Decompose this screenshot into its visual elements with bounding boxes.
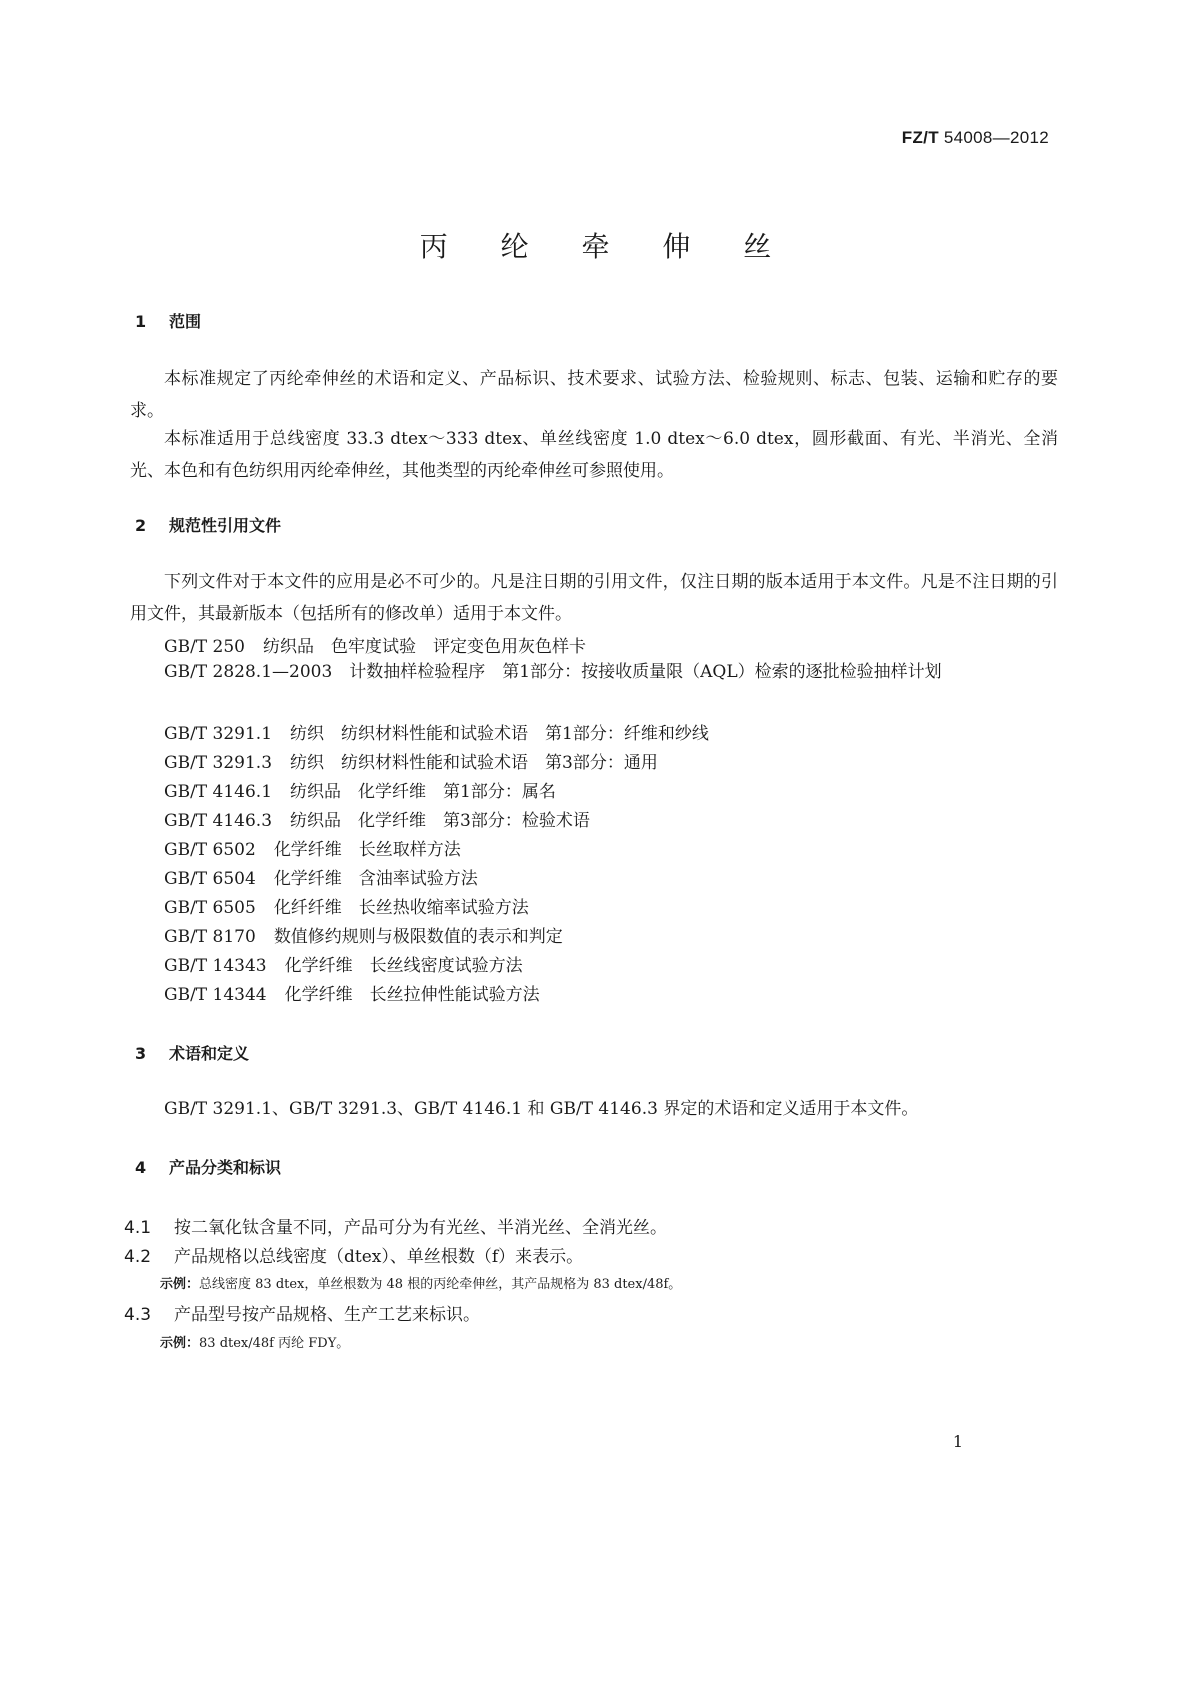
section-title: 规范性引用文件	[169, 516, 282, 535]
section-2-intro: 下列文件对于本文件的应用是必不可少的。凡是注日期的引用文件，仅注日期的版本适用于本文件。凡是不注日期的引用文件，其最新版本（包括所有的修改单）适用于本文件。	[130, 572, 1058, 624]
reference-title: 计数抽样检验程序 第1部分：按接收质量限（AQL）检索的逐批检验抽样计划	[349, 662, 942, 682]
reference-item	[164, 864, 478, 889]
example-label: 示例：	[160, 1277, 200, 1292]
reference-code: GB/T 6505	[164, 898, 256, 918]
reference-item	[164, 748, 658, 773]
page-number: 1	[952, 1432, 963, 1451]
example-note	[160, 1273, 681, 1292]
reference-code: GB/T 14344	[164, 985, 267, 1005]
section-number: 3	[135, 1044, 147, 1063]
clause-text: 产品规格以总线密度（dtex）、单丝根数（f）来表示。	[174, 1247, 584, 1267]
reference-title: 化学纤维 长丝取样方法	[273, 840, 461, 860]
reference-code: GB/T 3291.3	[164, 753, 273, 773]
reference-title: 纺织 纺织材料性能和试验术语 第1部分：纤维和纱线	[290, 724, 709, 744]
reference-item	[164, 893, 529, 918]
reference-title: 化学纤维 长丝拉伸性能试验方法	[284, 985, 540, 1005]
standard-code-number: 54008—2012	[943, 128, 1049, 147]
clause-text: 按二氧化钛含量不同，产品可分为有光丝、半消光丝、全消光丝。	[174, 1218, 667, 1238]
reference-title: 纺织品 色牢度试验 评定变色用灰色样卡	[263, 637, 586, 657]
section-number: 2	[135, 516, 147, 535]
reference-title: 数值修约规则与极限数值的表示和判定	[273, 927, 563, 947]
section-3-heading	[135, 1041, 249, 1064]
example-text: 83 dtex/48f 丙纶 FDY。	[199, 1336, 350, 1351]
clause-4-3	[124, 1300, 480, 1325]
section-3-paragraph: GB/T 3291.1、GB/T 3291.3、GB/T 4146.1 和 GB/T 4146.3 界定的术语和定义适用于本文件。	[164, 1099, 919, 1119]
section-1-paragraph: 本标准规定了丙纶牵伸丝的术语和定义、产品标识、技术要求、试验方法、检验规则、标志、包装、运输和贮存的要求。	[130, 369, 1058, 421]
example-note	[160, 1332, 349, 1351]
reference-item	[164, 777, 556, 802]
reference-code: GB/T 2828.1—2003	[164, 662, 333, 682]
section-1-heading	[135, 309, 201, 332]
section-title: 范围	[169, 312, 202, 331]
reference-item	[164, 922, 563, 947]
reference-code: GB/T 14343	[164, 956, 267, 976]
section-title: 术语和定义	[169, 1044, 250, 1063]
clause-text: 产品型号按产品规格、生产工艺来标识。	[174, 1305, 480, 1325]
example-text: 总线密度 83 dtex，单丝根数为 48 根的丙纶牵伸丝，其产品规格为 83 dtex/48f。	[199, 1277, 682, 1292]
clause-number: 4.1	[124, 1218, 152, 1238]
reference-item	[164, 719, 709, 744]
reference-code: GB/T 6502	[164, 840, 256, 860]
clause-4-1	[124, 1213, 667, 1238]
clause-number: 4.2	[124, 1247, 152, 1267]
reference-code: GB/T 8170	[164, 927, 256, 947]
reference-title: 纺织品 化学纤维 第3部分：检验术语	[290, 811, 590, 831]
reference-title: 纺织 纺织材料性能和试验术语 第3部分：通用	[290, 753, 658, 773]
example-label: 示例：	[160, 1336, 200, 1351]
section-2-heading	[135, 513, 281, 536]
reference-code: GB/T 4146.1	[164, 782, 273, 802]
reference-title: 纺织品 化学纤维 第1部分：属名	[290, 782, 556, 802]
reference-title: 化学纤维 长丝线密度试验方法	[284, 956, 523, 976]
standard-code	[902, 128, 1049, 148]
reference-item	[164, 806, 590, 831]
reference-item	[164, 980, 540, 1005]
reference-code: GB/T 250	[164, 637, 245, 657]
reference-item	[164, 835, 461, 860]
reference-item	[164, 951, 523, 976]
standard-code-prefix: FZ/T	[901, 128, 939, 147]
reference-title: 化纤纤维 长丝热收缩率试验方法	[273, 898, 529, 918]
reference-item	[130, 656, 1058, 688]
clause-4-2	[124, 1242, 583, 1267]
reference-code: GB/T 6504	[164, 869, 256, 889]
section-number: 1	[135, 312, 147, 331]
clause-number: 4.3	[124, 1305, 152, 1325]
reference-code: GB/T 3291.1	[164, 724, 273, 744]
document-title: 丙 纶 牵 伸 丝	[419, 230, 794, 263]
reference-code: GB/T 4146.3	[164, 811, 273, 831]
section-number: 4	[135, 1158, 147, 1177]
section-title: 产品分类和标识	[169, 1158, 282, 1177]
reference-item	[164, 632, 586, 657]
section-1-paragraph: 本标准适用于总线密度 33.3 dtex～333 dtex、单丝线密度 1.0 dtex～6.0 dtex，圆形截面、有光、半消光、全消光、本色和有色纺织用丙纶牵伸丝，其他类型的丙纶牵伸丝可参照使用。	[130, 429, 1058, 481]
section-4-heading	[135, 1155, 281, 1178]
reference-title: 化学纤维 含油率试验方法	[273, 869, 478, 889]
